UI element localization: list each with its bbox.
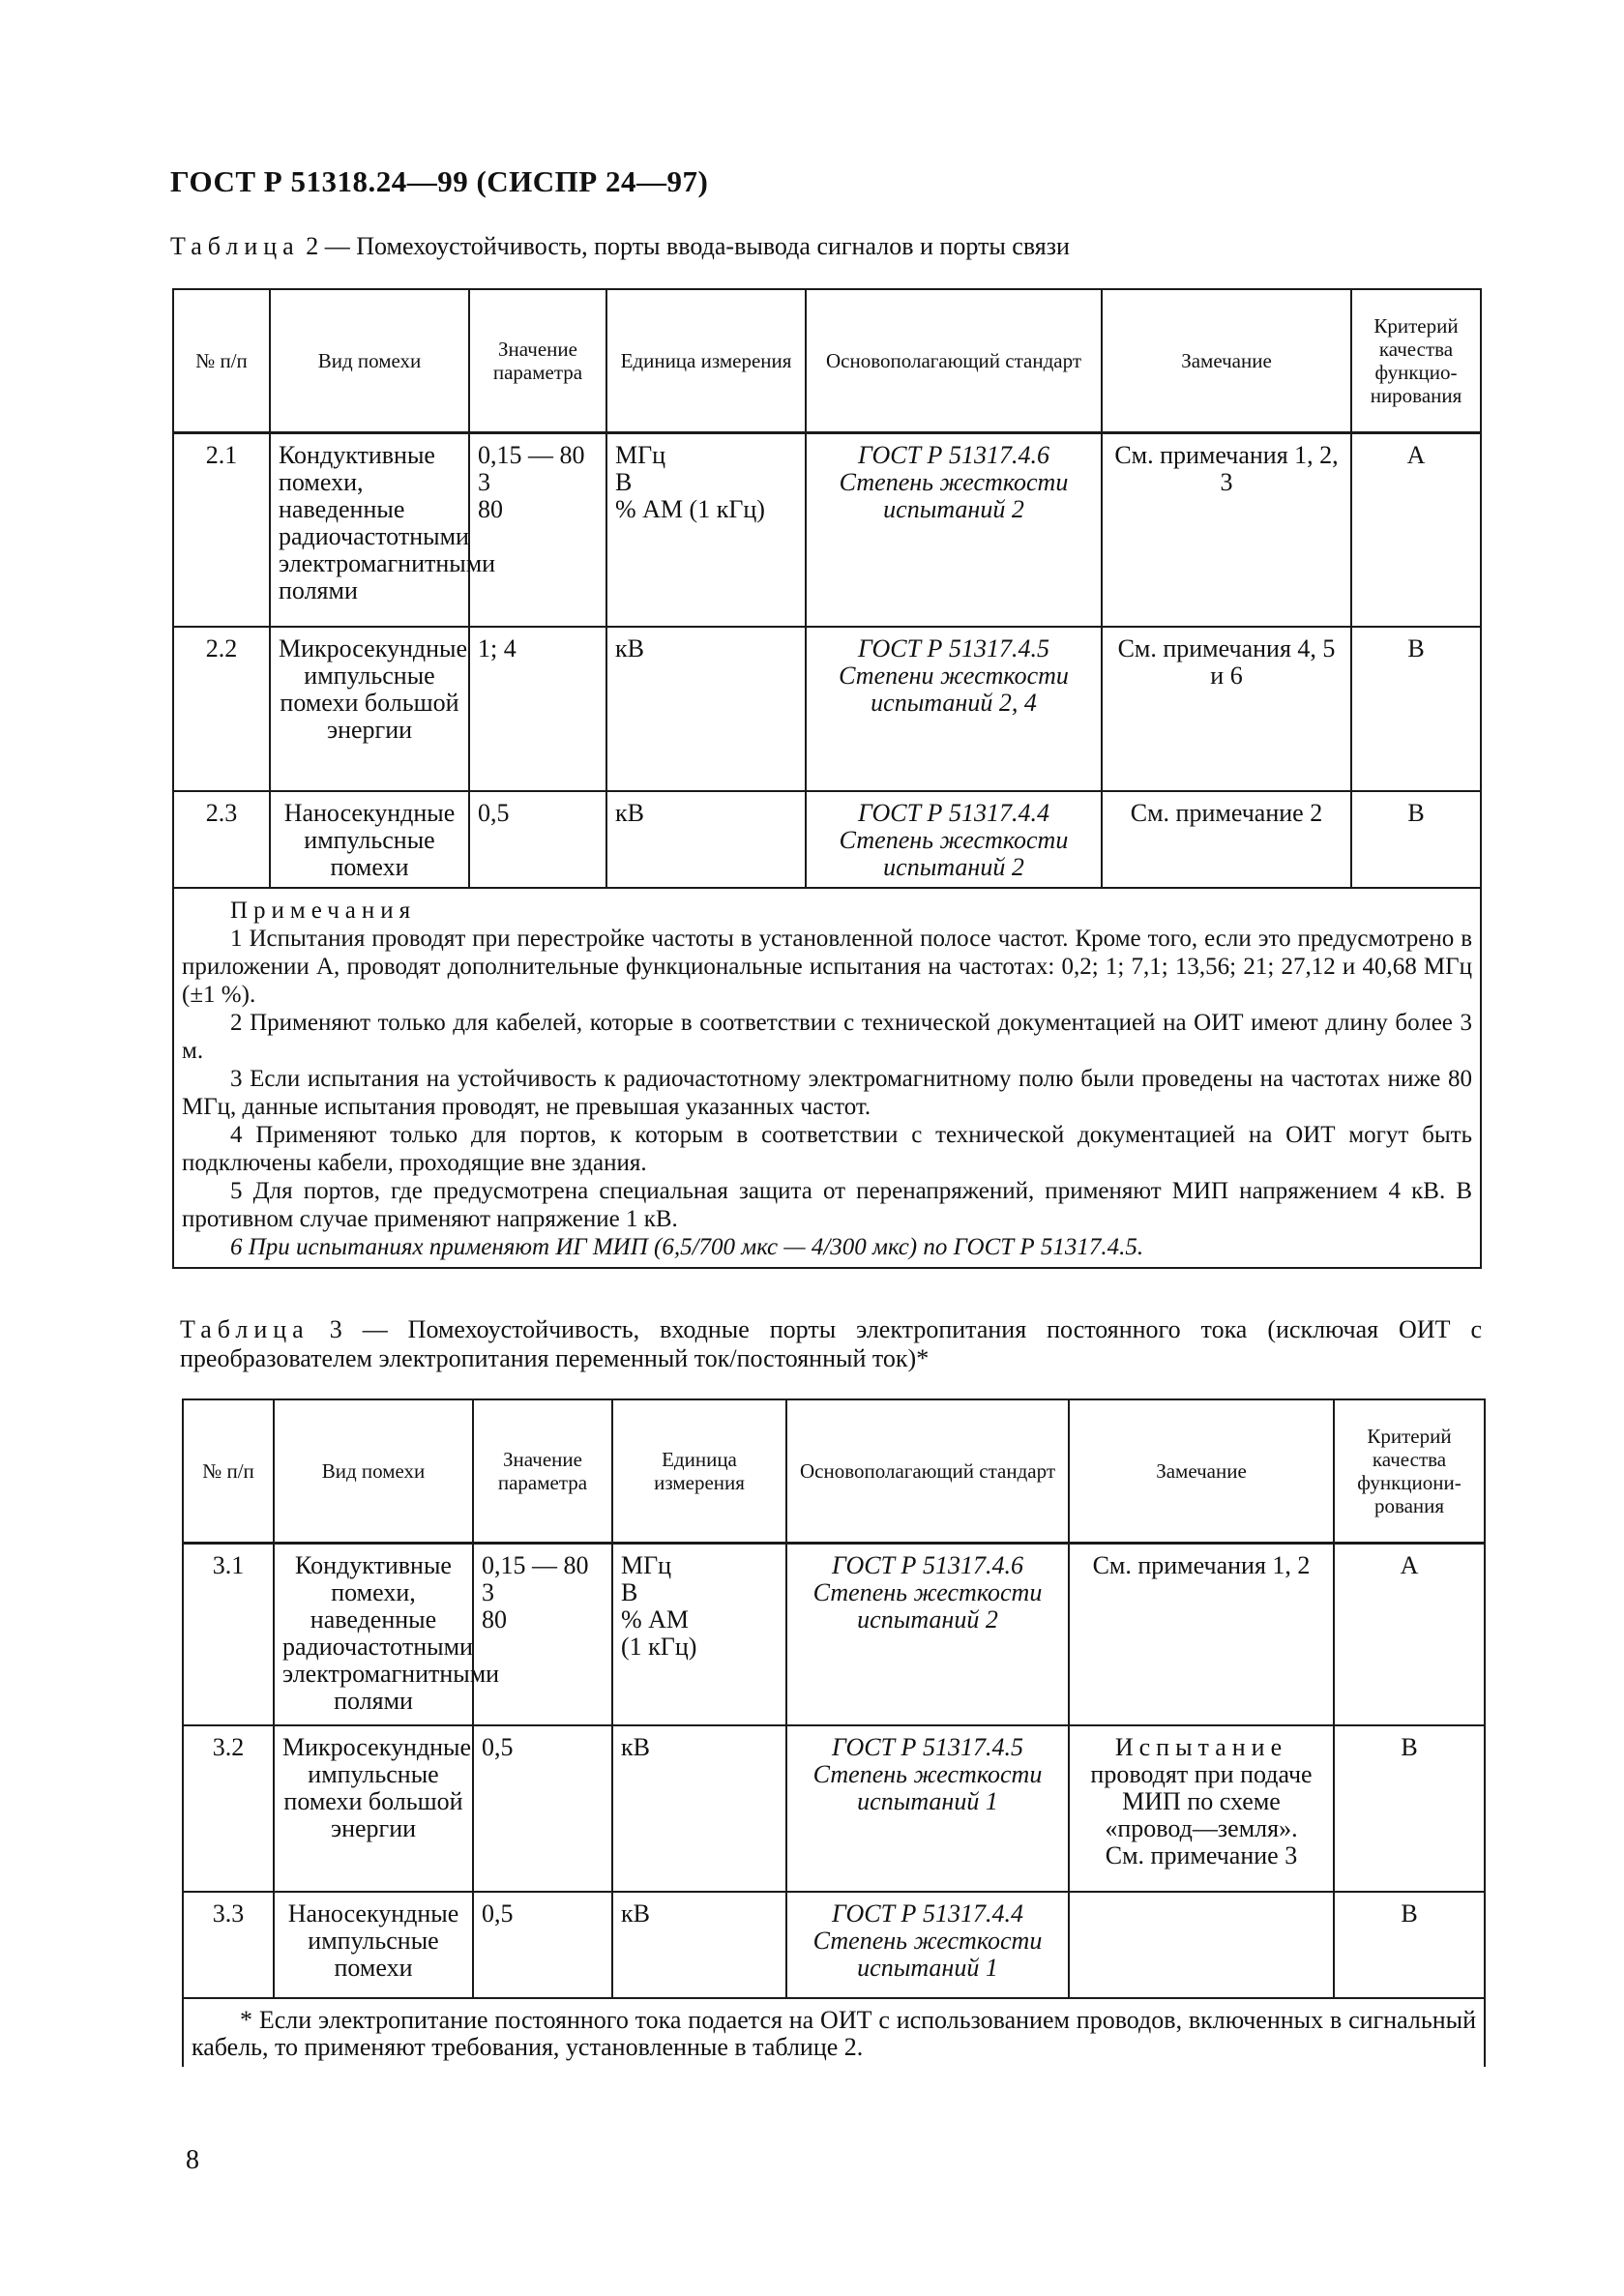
row-value: 1; 4 xyxy=(469,627,606,791)
note-item: 5 Для портов, где предусмотрена специальная защита от перенапряжений, применяют МИП напряжением 4 кВ. В противном случае применяют напряжение 1 кВ. xyxy=(182,1177,1472,1232)
footnote-text: * Если электропитание постоянного тока подается на ОИТ с использованием проводов, включенных в сигнальный кабель, то применяют требования, установленные в таблице 2. xyxy=(192,2005,1476,2061)
row-standard xyxy=(806,627,1102,791)
row-num: 2.1 xyxy=(173,433,270,627)
standard-level: Степень жесткости испытаний 1 xyxy=(812,1759,1043,1815)
row-criterion: В xyxy=(1334,1892,1485,1998)
col-header-unit: Единица измерения xyxy=(606,289,806,433)
row-remark: См. примечание 2 xyxy=(1102,791,1351,888)
row-type: Кондуктивные помехи, наведенные радиочастотными электромагнитными полями xyxy=(270,433,469,627)
col-header-criterion: Критерий качества функциони-рования xyxy=(1334,1399,1485,1544)
note-item: 2 Применяют только для кабелей, которые в соответствии с технической документацией на ОИТ имеют длину более 3 м. xyxy=(182,1009,1472,1064)
col-header-standard: Основополагающий стандарт xyxy=(786,1399,1069,1544)
row-standard xyxy=(806,791,1102,888)
document-header: ГОСТ Р 51318.24—99 (СИСПР 24—97) xyxy=(170,164,709,198)
standard-level: Степень жесткости испытаний 2 xyxy=(839,825,1069,881)
row-standard xyxy=(786,1725,1069,1892)
standard-code: ГОСТ Р 51317.4.4 xyxy=(832,1899,1023,1928)
col-header-remark: Замечание xyxy=(1102,289,1351,433)
col-header-type: Вид помехи xyxy=(274,1399,473,1544)
col-header-remark: Замечание xyxy=(1069,1399,1334,1544)
row-remark: См. примечания 1, 2, 3 xyxy=(1102,433,1351,627)
row-num: 3.3 xyxy=(183,1892,274,1998)
remark-text: проводят при подаче МИП по схеме «провод—земля». См. примечание 3 xyxy=(1090,1759,1313,1869)
table2-caption xyxy=(170,232,1070,261)
table2-header-row xyxy=(173,289,1481,433)
row-type: Наносекундные импульсные помехи xyxy=(270,791,469,888)
row-standard xyxy=(786,1892,1069,1998)
row-value: 0,15 — 80 3 80 xyxy=(469,433,606,627)
standard-level: Степень жесткости испытаний 2 xyxy=(812,1578,1043,1634)
row-remark: См. примечания 1, 2 xyxy=(1069,1544,1334,1725)
col-header-num: № п/п xyxy=(183,1399,274,1544)
row-num: 2.2 xyxy=(173,627,270,791)
table3-caption-text: 3 — Помехоустойчивость, входные порты электропитания постоянного тока (исключая ОИТ с преобразователем электропитания переменный ток/постоянный ток)* xyxy=(180,1315,1483,1372)
table2-caption-text: 2 — Помехоустойчивость, порты ввода-вывода сигналов и порты связи xyxy=(306,232,1070,260)
row-unit: МГц В % АМ (1 кГц) xyxy=(606,433,806,627)
standard-level: Степени жесткости испытаний 2, 4 xyxy=(839,661,1069,717)
row-unit: кВ xyxy=(612,1892,786,1998)
note-item: 3 Если испытания на устойчивость к радиочастотному электромагнитному полю были проведены на частотах ниже 80 МГц, данные испытания проводят, не превышая указанных частот. xyxy=(182,1065,1472,1120)
row-num: 3.1 xyxy=(183,1544,274,1725)
col-header-num: № п/п xyxy=(173,289,270,433)
remark-spaced-word: Испытание xyxy=(1114,1732,1288,1761)
row-criterion: В xyxy=(1351,627,1481,791)
row-type: Микросекундные импульсные помехи большой энергии xyxy=(270,627,469,791)
note-item: 6 При испытаниях применяют ИГ МИП (6,5/700 мкс — 4/300 мкс) по ГОСТ Р 51317.4.5. xyxy=(230,1233,1144,1260)
row-value: 0,5 xyxy=(469,791,606,888)
row-remark: См. примечания 4, 5 и 6 xyxy=(1102,627,1351,791)
table-row xyxy=(173,791,1481,888)
notes-title: Примечания xyxy=(230,897,417,924)
col-header-unit: Единица измерения xyxy=(612,1399,786,1544)
row-value: 0,5 xyxy=(473,1892,612,1998)
standard-code: ГОСТ Р 51317.4.4 xyxy=(858,798,1049,827)
col-header-type: Вид помехи xyxy=(270,289,469,433)
row-remark xyxy=(1069,1892,1334,1998)
row-value: 0,5 xyxy=(473,1725,612,1892)
table2-caption-prefix: Таблица xyxy=(170,232,300,260)
row-unit: МГц В % АМ (1 кГц) xyxy=(612,1544,786,1725)
table2-notes xyxy=(173,888,1481,1268)
table2 xyxy=(172,288,1482,1269)
row-remark xyxy=(1069,1725,1334,1892)
table-row xyxy=(173,627,1481,791)
row-num: 3.2 xyxy=(183,1725,274,1892)
table3-footnote xyxy=(183,1998,1485,2067)
table3-footnote-row xyxy=(183,1998,1485,2067)
standard-code: ГОСТ Р 51317.4.6 xyxy=(858,441,1049,469)
row-num: 2.3 xyxy=(173,791,270,888)
standard-code: ГОСТ Р 51317.4.6 xyxy=(832,1551,1023,1579)
col-header-value: Значение параметра xyxy=(469,289,606,433)
table-row xyxy=(183,1725,1485,1892)
table-row xyxy=(183,1892,1485,1998)
row-criterion: А xyxy=(1334,1544,1485,1725)
table3-caption xyxy=(180,1315,1482,1373)
row-standard xyxy=(786,1544,1069,1725)
col-header-criterion: Критерий качества функцио-нирования xyxy=(1351,289,1481,433)
note-item: 1 Испытания проводят при перестройке частоты в установленной полосе частот. Кроме того, если это предусмотрено в приложении А, проводят дополнительные функциональные испытания на частотах: 0,2; 1; 7,1; 13,56; 21; 27,12 и 40,68 МГц (±1 %). xyxy=(182,925,1472,1008)
row-unit: кВ xyxy=(606,627,806,791)
row-type: Кондуктивные помехи, наведенные радиочастотными электромагнитными полями xyxy=(274,1544,473,1725)
table3 xyxy=(182,1398,1486,2067)
row-criterion: В xyxy=(1334,1725,1485,1892)
page-number: 8 xyxy=(186,2145,199,2175)
row-standard xyxy=(806,433,1102,627)
row-unit: кВ xyxy=(606,791,806,888)
table3-header-row xyxy=(183,1399,1485,1544)
col-header-standard: Основополагающий стандарт xyxy=(806,289,1102,433)
standard-code: ГОСТ Р 51317.4.5 xyxy=(832,1732,1023,1761)
row-criterion: А xyxy=(1351,433,1481,627)
table-row xyxy=(173,433,1481,627)
row-type: Микросекундные импульсные помехи большой энергии xyxy=(274,1725,473,1892)
row-value: 0,15 — 80 3 80 xyxy=(473,1544,612,1725)
table3-caption-prefix: Таблица xyxy=(180,1315,310,1343)
standard-level: Степень жесткости испытаний 2 xyxy=(839,468,1069,523)
row-criterion: В xyxy=(1351,791,1481,888)
row-type: Наносекундные импульсные помехи xyxy=(274,1892,473,1998)
standard-level: Степень жесткости испытаний 1 xyxy=(812,1926,1043,1982)
note-item: 4 Применяют только для портов, к которым в соответствии с технической документацией на ОИТ могут быть подключены кабели, проходящие вне здания. xyxy=(182,1121,1472,1176)
table-row xyxy=(183,1544,1485,1725)
row-unit: кВ xyxy=(612,1725,786,1892)
standard-code: ГОСТ Р 51317.4.5 xyxy=(858,633,1049,662)
col-header-value: Значение параметра xyxy=(473,1399,612,1544)
table2-notes-row xyxy=(173,888,1481,1268)
